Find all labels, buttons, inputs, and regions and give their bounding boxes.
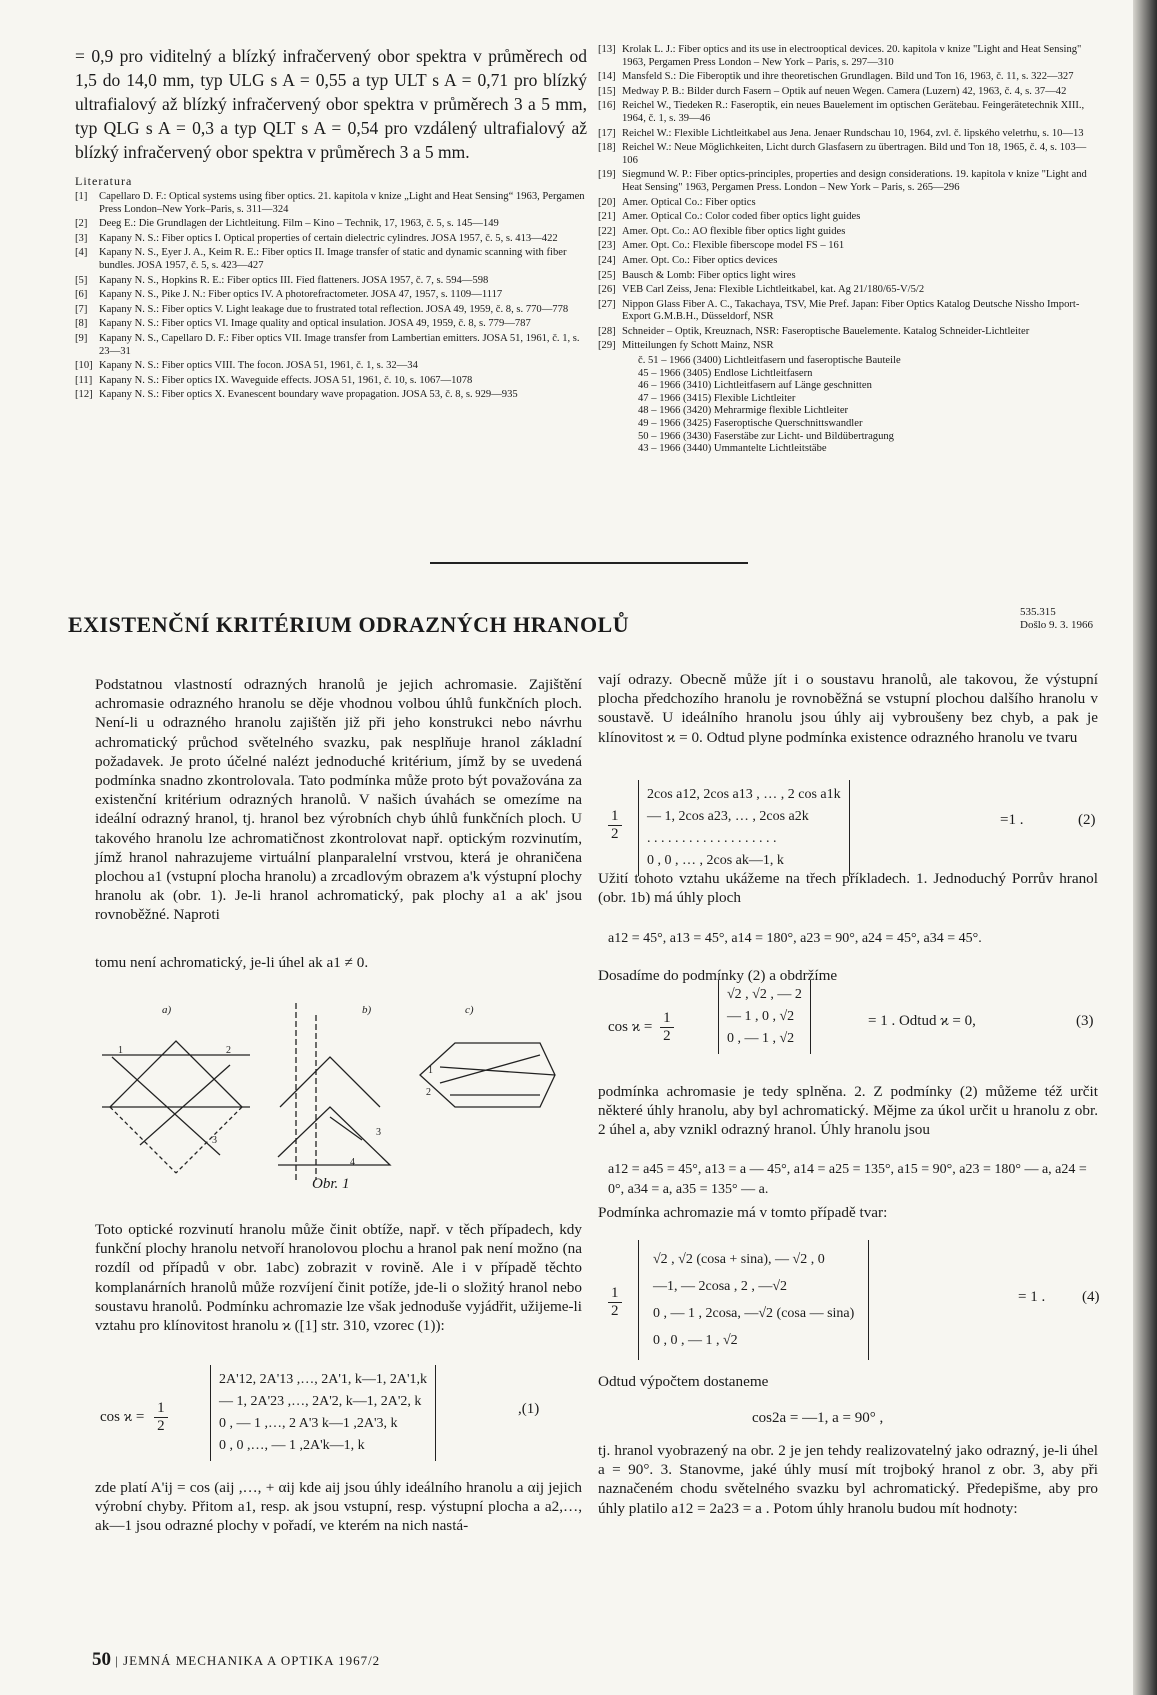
svg-text:2: 2 — [226, 1045, 231, 1056]
equation-2-rhs: =1 . — [1000, 812, 1024, 828]
equation-4-rhs: = 1 . — [1018, 1289, 1046, 1305]
paragraph-r1: vají odrazy. Obecně může jít i o soustavu hranolů, ale takovou, že výstupní plocha předchozího hranolu je rovnoběžná se vstupní plochou dalšího hranolu v soustavě. U ideálního hranolu jsou úhly aij vybroušeny bez chyb, a pak je klínovitost ϰ = 0. Odtud plyne podmínka existence odrazného hranolu ve tvaru — [598, 671, 1098, 746]
svg-text:1: 1 — [428, 1065, 433, 1076]
reference-text: Amer. Opt. Co.: Fiber optics devices — [622, 254, 778, 266]
journal-name: | JEMNÁ MECHANIKA A OPTIKA 1967/2 — [115, 1653, 381, 1668]
sub-reference-item: č. 51 – 1966 (3400) Lichtleitfasern und faseroptische Bauteile — [638, 355, 901, 367]
reference-number: [12] — [75, 389, 93, 401]
reference-text: Schneider – Optik, Kreuznach, NSR: Faseroptische Bauelemente. Katalog Schneider-Lichtleiter — [622, 325, 1030, 337]
matrix-3-row-3: 0 , — 1 , √2 — [727, 1031, 795, 1046]
equation-3-lhs: cos ϰ = $\frac{1}{2}$ — [608, 1010, 674, 1045]
matrix-3-row-2: — 1 , 0 , √2 — [727, 1009, 795, 1024]
reference-item — [75, 233, 587, 246]
reference-number: [27] — [598, 298, 616, 310]
reference-number: [22] — [598, 225, 616, 237]
matrix-3-row-1: √2 , √2 , — 2 — [727, 987, 802, 1002]
reference-item — [598, 270, 1098, 283]
literature-heading: Literatura — [75, 174, 133, 188]
reference-text: Mitteilungen fy Schott Mainz, NSR — [622, 340, 774, 352]
article-meta — [1020, 606, 1093, 632]
reference-text: Bausch & Lomb: Fiber optics light wires — [622, 269, 796, 281]
equation-1-number: ,(1) — [518, 1401, 540, 1417]
matrix-3 — [718, 980, 811, 1054]
reference-number: [1] — [75, 191, 88, 202]
matrix-2 — [638, 780, 850, 876]
references-right — [598, 44, 1098, 353]
udc-code: 535.315 — [1020, 606, 1056, 618]
matrix-1-row-2: — 1, 2A'23 ,…, 2A'2, k—1, 2A'2, k — [219, 1394, 422, 1409]
reference-item — [75, 218, 587, 231]
matrix-1 — [210, 1365, 436, 1461]
sub-reference-item: 46 – 1966 (3410) Lichtleitfasern auf Länge geschnitten — [638, 380, 872, 392]
reference-text: Mansfeld S.: Die Fiberoptik und ihre theoretischen Grundlagen. Bild und Ton 16, 1963, č. 11, s. 322—327 — [622, 71, 1074, 83]
reference-number: [3] — [75, 232, 88, 244]
matrix-4-row-3: 0 , — 1 , 2cosa, —√2 (cosa — sina) — [653, 1306, 855, 1321]
reference-text: Kapany N. S., Eyer J. A., Keim R. E.: Fiber optics II. Image transfer of static and dynamic scanning with fiber bundles. JOSA 1957, č. 5, s. 423—427 — [99, 247, 567, 271]
reference-number: [29] — [598, 340, 616, 352]
reference-text: Reichel W., Tiedeken R.: Faseroptik, ein neues Bauelement im optischen Gerätebau. Feingerätetechnik XIII., 1964, č. 1, s. 39—46 — [622, 100, 1085, 124]
reference-text: Kapany N. S.: Fiber optics V. Light leakage due to frustrated total reflection. JOSA 49, 1959, č. 8, s. 770—778 — [99, 303, 569, 315]
reference-item — [75, 375, 587, 388]
paragraph-r7: tj. hranol vyobrazený na obr. 2 je jen tehdy realizovatelný jako odrazný, je-li úhel a = 90°. 3. Stanovme, jaké úhly musí mít trojboký hranol z obr. 3, aby při naznačeném chodu světelného svazku byl achromatický. Předepišme, aby pro úhly platilo a12 = 2a23 = a . Potom úhly hranolu budou mít hodnoty: — [598, 1442, 1098, 1517]
left-column-top — [75, 44, 587, 404]
equation-2-frac: $\frac{1}{2}$ — [608, 808, 622, 843]
figure-caption: Obr. 1 — [312, 1176, 350, 1192]
reference-text: Deeg E.: Die Grundlagen der Lichtleitung. Film – Kino – Technik, 17, 1963, č. 5, s. 145—149 — [99, 218, 499, 230]
reference-item — [598, 299, 1098, 324]
reference-item — [598, 128, 1098, 141]
reference-text: Amer. Optical Co.: Fiber optics — [622, 196, 756, 208]
sub-reference-item: 50 – 1966 (3430) Faserstäbe zur Licht- und Bildübertragung — [638, 430, 894, 442]
reference-text: Kapany N. S.: Fiber optics VIII. The focon. JOSA 51, 1961, č. 1, s. 32—34 — [99, 360, 418, 372]
right-column-top — [598, 44, 1098, 456]
reference-number: [8] — [75, 318, 88, 330]
reference-number: [26] — [598, 284, 616, 296]
svg-text:3: 3 — [376, 1127, 381, 1138]
equation-4-frac: $\frac{1}{2}$ — [608, 1285, 622, 1320]
reference-number: [28] — [598, 325, 616, 337]
reference-text: Reichel W.: Flexible Lichtleitkabel aus Jena. Jenaer Rundschau 10, 1964, zvl. č. lipského veletrhu, s. 10—13 — [622, 127, 1084, 139]
reference-number: [19] — [598, 169, 616, 181]
matrix-1-row-4: 0 , 0 ,…, — 1 ,2A'k—1, k — [219, 1438, 365, 1453]
matrix-2-row-2: — 1, 2cos a23, … , 2cos a2k — [647, 809, 809, 824]
paragraph-r2: Užití tohoto vztahu ukážeme na třech příkladech. 1. Jednoduchý Porrův hranol (obr. 1b) má úhly ploch — [598, 870, 1098, 907]
reference-text: Amer. Opt. Co.: Flexible fiberscope model FS – 161 — [622, 240, 845, 252]
reference-text: Siegmund W. P.: Fiber optics-principles, properties and design considerations. 19. kapitola v knize "Light and Heat Sensing" 1963, Pergamen Press. London – New York – Paris, s. 265—296 — [622, 169, 1087, 193]
reference-text: Krolak L. J.: Fiber optics and its use in electrooptical devices. 20. kapitola v knize "Light and Heat Sensing" 1963, Pergamen Press London – New York – Paris, s. 297—310 — [622, 44, 1082, 68]
equation-2-number: (2) — [1078, 812, 1096, 828]
reference-number: [24] — [598, 254, 616, 266]
article-title: EXISTENČNÍ KRITÉRIUM ODRAZNÝCH HRANOLŮ — [68, 612, 630, 637]
reference-number: [20] — [598, 196, 616, 208]
reference-item — [598, 211, 1098, 224]
book-spine-shadow — [1133, 0, 1157, 1695]
reference-number: [25] — [598, 269, 616, 281]
matrix-1-row-1: 2A'12, 2A'13 ,…, 2A'1, k—1, 2A'1,k — [219, 1372, 428, 1387]
fig-label-a: a) — [162, 1004, 172, 1016]
section-divider — [430, 562, 748, 564]
reference-item — [598, 255, 1098, 268]
reference-item — [598, 226, 1098, 239]
reference-number: [4] — [75, 247, 88, 259]
reference-number: [16] — [598, 100, 616, 112]
paragraph-1-end: tomu není achromatický, je-li úhel ak a1 ≠ 0. — [95, 954, 369, 971]
reference-number: [2] — [75, 218, 88, 230]
reference-number: [21] — [598, 211, 616, 223]
page-footer — [92, 1649, 380, 1671]
sub-reference-item: 49 – 1966 (3425) Faseroptische Querschnittswandler — [638, 418, 863, 430]
reference-number: [10] — [75, 360, 93, 372]
reference-item — [598, 100, 1098, 125]
reference-text: Medway P. B.: Bilder durch Fasern – Optik auf neuen Wegen. Camera (Luzern) 42, 1963, č. 4, s. 37—42 — [622, 85, 1067, 97]
paragraph-3: zde platí A'ij = cos (aij ,…, + αij kde aij jsou úhly ideálního hranolu a αij jejich výrobní chyby. Přitom a1, resp. ak jsou vstupní, resp. výstupní plocha a a2,…, ak—1 jsou odrazné plochy v pořadí, ve kterém na nich nastá- — [95, 1479, 582, 1535]
reference-number: [15] — [598, 85, 616, 97]
reference-item — [598, 284, 1098, 297]
sub-references — [598, 355, 1098, 456]
reference-item — [598, 326, 1098, 339]
sub-reference-item: 47 – 1966 (3415) Flexible Lichtleiter — [638, 392, 796, 404]
matrix-4-row-4: 0 , 0 , — 1 , √2 — [653, 1333, 738, 1348]
references-left — [75, 191, 587, 402]
matrix-1-row-3: 0 , — 1 ,…, 2 A'3 k—1 ,2A'3, k — [219, 1416, 398, 1431]
reference-number: [13] — [598, 44, 616, 55]
reference-text: Kapany N. S.: Fiber optics X. Evanescent boundary wave propagation. JOSA 53, č. 8, s. 929—935 — [99, 389, 518, 401]
reference-item — [598, 169, 1098, 194]
reference-item — [75, 247, 587, 272]
equation-3-number: (3) — [1076, 1013, 1094, 1029]
paragraph-1: Podstatnou vlastností odrazných hranolů je jejich achromasie. Zajištění achromasie odrazného hranolu se děje vhodnou volbou úhlů funkčních ploch. Není-li u odrazného hranolu zajištěn již při jeho konstrukci nebo návrhu achromatický průchod světelného svazku, pak nesplňuje hranol základní požadavek. Je proto účelné nalézt jednoduché kritérium, jímž by se uvedená podmínka snadno zkontrolovala. Tato podmínka může proto být považována za existenční kritérium odrazných hranolů. V našich úvahách se omezíme na ideální odrazný hranol, tj. hranol bez výrobních chyb úhlů funkčních ploch. U takového hranolu lze achromatičnost zkontrolovat např. optickým rozvinutím, jímž hranol nahrazujeme virtuální planparalelní vrstvou, která je ohraničena plochou a1 (vstupní plocha hranolu) a zrcadlovým obrazem a'k výstupní plochy hranolu ak (obr. 1). Je-li hranol achromatický, pak plochy a1 a ak' jsou rovnoběžné. Naproti — [95, 676, 582, 924]
svg-text:1: 1 — [118, 1045, 123, 1056]
reference-number: [14] — [598, 71, 616, 83]
angles-case-2: a12 = a45 = 45°, a13 = a — 45°, a14 = a25 = 135°, a15 = 90°, a23 = 180° — a, a24 = 0°, a34 = a, a35 = 135° — a. — [608, 1162, 1087, 1197]
reference-item — [598, 340, 1098, 353]
reference-text: Amer. Optical Co.: Color coded fiber optics light guides — [622, 211, 861, 223]
svg-text:2: 2 — [426, 1087, 431, 1098]
paragraph-r6: Odtud výpočtem dostaneme — [598, 1373, 769, 1390]
reference-text: Kapany N. S.: Fiber optics IX. Waveguide effects. JOSA 51, 1961, č. 10, s. 1067—1078 — [99, 374, 473, 386]
eq1-lhs: cos ϰ = — [100, 1408, 145, 1425]
intro-paragraph: = 0,9 pro viditelný a blízký infračervený obor spektra v průměrech od 1,5 do 14,0 mm, typ ULG s A = 0,55 a typ ULT s A = 0,71 pro blízký ultrafialový až blízký infračervený obor spektra v průměrech 3 a 5 mm, typ QLG s A = 0,3 a typ QLT s A = 0,54 pro vzdálený ultrafialový až blízký infračervený obor spektra v průměrech 3 a 5 mm. — [75, 46, 587, 162]
matrix-4-row-1: √2 , √2 (cosa + sina), — √2 , 0 — [653, 1252, 825, 1267]
paragraph-r5: Podmínka achromazie má v tomto případě tvar: — [598, 1204, 888, 1221]
reference-number: [7] — [75, 303, 88, 315]
sub-reference-item: 48 – 1966 (3420) Mehrarmige flexible Lichtleiter — [638, 405, 849, 417]
reference-number: [11] — [75, 374, 93, 386]
matrix-2-row-3: . . . . . . . . . . . . . . . . . . . — [647, 831, 777, 846]
paragraph-r4: podmínka achromasie je tedy splněna. 2. Z podmínky (2) můžeme též určit některé úhly hranolu, aby byl achromatický. Mějme za úkol určit u hranolu z obr. 2 úhel a, aby vznikl odrazný hranol. Úhly hranolu jsou — [598, 1083, 1098, 1139]
reference-number: [23] — [598, 240, 616, 252]
paragraph-2: Toto optické rozvinutí hranolu může činit obtíže, např. v těch případech, kdy funkční plochy hranolu netvoří hranolovou plochu a hranol pak není možno (na rozdíl od případů v obr. 1abc) zobrazit v rovině. Ale i v případě těchto komplanárních hranolů může rozvíjení činit potíže, jde-li o složitý hranol nebo soustavu hranolů. Podmínku achromazie lze však jednoduše vyjádřit, užijeme-li vztahu pro klínovitost hranolu ϰ ([1] str. 310, vzorec (1)): — [95, 1221, 582, 1335]
paragraph-r3: Dosadíme do podmínky (2) a obdržíme — [598, 967, 838, 984]
matrix-2-row-1: 2cos a12, 2cos a13 , … , 2 cos a1k — [647, 787, 841, 802]
matrix-4-row-2: —1, — 2cosa , 2 , —√2 — [653, 1279, 788, 1294]
matrix-4 — [638, 1240, 869, 1360]
page-number: 50 — [92, 1649, 111, 1670]
reference-item — [75, 275, 587, 288]
reference-item — [598, 197, 1098, 210]
equation-1: cos ϰ = $\frac{1}{2}$ — [100, 1400, 174, 1435]
reference-text: Kapany N. S.: Fiber optics VI. Image quality and optical insulation. JOSA 49, 1959, č. 8, s. 779—787 — [99, 318, 531, 330]
reference-item — [598, 240, 1098, 253]
equation-4-number: (4) — [1082, 1289, 1100, 1305]
svg-text:4: 4 — [350, 1157, 355, 1168]
reference-item — [75, 318, 587, 331]
svg-text:3: 3 — [212, 1135, 217, 1146]
reference-text: Reichel W.: Neue Möglichkeiten, Licht durch Glasfasern zu übertragen. Bild und Ton 18, 1965, č. 4, s. 103—106 — [622, 142, 1087, 166]
equation-3-rhs: = 1 . Odtud ϰ = 0, — [868, 1013, 976, 1029]
fig-label-c: c) — [465, 1004, 474, 1016]
reference-number: [17] — [598, 127, 616, 139]
reference-item — [75, 191, 587, 216]
reference-item — [598, 86, 1098, 99]
reference-number: [9] — [75, 332, 88, 344]
figure-1 — [100, 995, 560, 1185]
reference-item — [598, 142, 1098, 167]
angles-porro: a12 = 45°, a13 = 45°, a14 = 180°, a23 = 90°, a24 = 45°, a34 = 45°. — [608, 931, 982, 946]
reference-item — [75, 360, 587, 373]
reference-text: VEB Carl Zeiss, Jena: Flexible Lichtleitkabel, kat. Ag 21/180/65-V/5/2 — [622, 284, 925, 296]
reference-item — [598, 44, 1098, 69]
reference-item — [75, 304, 587, 317]
reference-text: Nippon Glass Fiber A. C., Takachaya, TSV, Mie Pref. Japan: Fiber Optics Katalog Deutsche Nissho Import-Export G.M.B.H., Düsseldorf, NSR — [622, 298, 1080, 323]
reference-item — [598, 71, 1098, 84]
reference-number: [6] — [75, 289, 88, 301]
reference-number: [5] — [75, 274, 88, 286]
equation-result: cos2a = —1, a = 90° , — [752, 1410, 884, 1426]
reference-text: Kapany N. S.: Fiber optics I. Optical properties of certain dielectric cylindres. JOSA 1957, č. 5, s. 413—422 — [99, 232, 558, 244]
sub-reference-item: 43 – 1966 (3440) Ummantelte Lichtleitstäbe — [638, 443, 827, 455]
reference-item — [75, 389, 587, 402]
reference-text: Capellaro D. F.: Optical systems using fiber optics. 21. kapitola v knize „Light and Heat Sensing“ 1963, Pergamen Press London–New York–Paris, s. 311—324 — [99, 191, 585, 215]
reference-text: Amer. Opt. Co.: AO flexible fiber optics light guides — [622, 225, 846, 237]
reference-text: Kapany N. S., Capellaro D. F.: Fiber optics VII. Image transfer from Lambertian emitters. JOSA 51, 1961, č. 1, s. 23—31 — [99, 332, 580, 357]
reference-text: Kapany N. S., Hopkins R. E.: Fiber optics III. Fied flatteners. JOSA 1957, č. 7, s. 594—598 — [99, 274, 489, 286]
reference-item — [75, 289, 587, 302]
reference-number: [18] — [598, 142, 616, 154]
reference-text: Kapany N. S., Pike J. N.: Fiber optics IV. A photorefractometer. JOSA 47, 1957, s. 1109—1117 — [99, 289, 503, 301]
fig-label-b: b) — [362, 1004, 372, 1016]
sub-reference-item: 45 – 1966 (3405) Endlose Lichtleitfasern — [638, 367, 813, 379]
matrix-2-row-4: 0 , 0 , … , 2cos ak—1, k — [647, 853, 784, 868]
received-date: Došlo 9. 3. 1966 — [1020, 619, 1094, 631]
reference-item — [75, 333, 587, 358]
